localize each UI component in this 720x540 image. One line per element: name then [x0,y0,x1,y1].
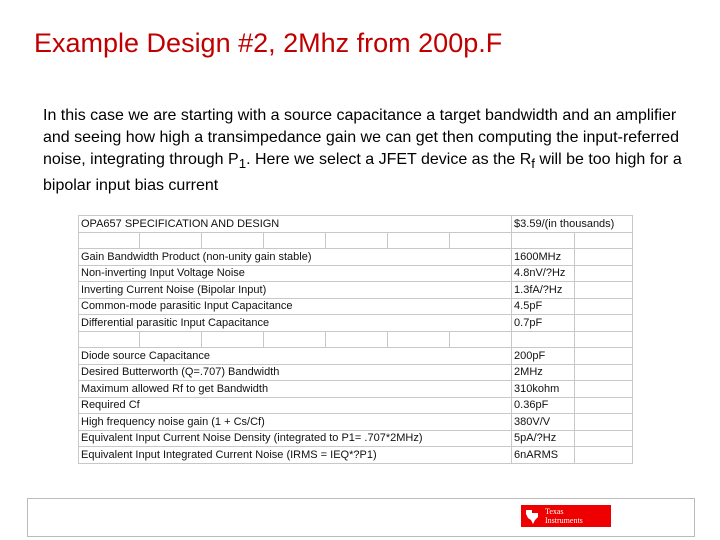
table-row [79,381,633,398]
empty-cell [575,381,633,398]
empty-row [79,331,633,348]
row-label: Differential parasitic Input Capacitance [79,315,512,332]
empty-cell [326,331,388,348]
empty-cell [388,331,450,348]
row-value: 1.3fA/?Hz [512,282,575,299]
empty-cell [575,348,633,365]
table-row [79,315,633,332]
intro-paragraph [43,105,683,197]
row-label: Maximum allowed Rf to get Bandwidth [79,381,512,398]
row-label: Common-mode parasitic Input Capacitance [79,298,512,315]
empty-cell [264,331,326,348]
empty-cell [79,232,140,249]
row-value: 4.8nV/?Hz [512,265,575,282]
empty-cell [575,430,633,447]
table-row [79,298,633,315]
table-row [79,430,633,447]
row-label: Inverting Current Noise (Bipolar Input) [79,282,512,299]
empty-cell [575,298,633,315]
empty-cell [575,331,633,348]
table-row [79,265,633,282]
empty-cell [450,331,512,348]
empty-cell [575,364,633,381]
row-label: High frequency noise gain (1 + Cs/Cf) [79,414,512,431]
row-value: 1600MHz [512,249,575,266]
row-label: Gain Bandwidth Product (non-unity gain stable) [79,249,512,266]
row-label: Diode source Capacitance [79,348,512,365]
row-value: 200pF [512,348,575,365]
row-label: Desired Butterworth (Q=.707) Bandwidth [79,364,512,381]
empty-cell [575,315,633,332]
intro-text: In this case we are starting with a source capacitance a target bandwidth and an amplifier and seeing how high a transimpedance gain we can get then computing the input-referred noise, integrating through P [43,107,679,168]
table-row [79,364,633,381]
intro-text-3: will be too high for a bipolar input bias current [43,151,682,195]
empty-cell [140,232,202,249]
spec-table [78,215,633,464]
row-value: 5pA/?Hz [512,430,575,447]
intro-text-2: . Here we select a JFET device as the R [246,151,532,168]
table-header-row [79,216,633,233]
rf-subscript: f [531,156,535,172]
ti-logo [521,505,611,527]
empty-cell [575,414,633,431]
row-value: 0.36pF [512,397,575,414]
empty-cell [450,232,512,249]
table-row [79,249,633,266]
table-row [79,447,633,464]
empty-cell [575,447,633,464]
empty-cell [575,232,633,249]
empty-cell [575,265,633,282]
row-label: OPA657 SPECIFICATION AND DESIGN [79,216,512,233]
logo-line2: Instruments [545,516,583,525]
empty-cell [575,397,633,414]
table-row [79,282,633,299]
row-value: 4.5pF [512,298,575,315]
row-value: 6nARMS [512,447,575,464]
empty-cell [512,232,575,249]
row-label: Equivalent Input Current Noise Density (integrated to P1= .707*2MHz) [79,430,512,447]
table-row [79,397,633,414]
empty-cell [140,331,202,348]
texas-state-icon [525,508,539,524]
empty-cell [575,249,633,266]
logo-line1: Texas [545,507,564,516]
row-value: 2MHz [512,364,575,381]
row-label: Required Cf [79,397,512,414]
empty-cell [79,331,140,348]
empty-cell [202,331,264,348]
row-value: 310kohm [512,381,575,398]
empty-cell [264,232,326,249]
row-value: 0.7pF [512,315,575,332]
row-value: $3.59/(in thousands) [512,216,633,233]
empty-row [79,232,633,249]
row-value: 380V/V [512,414,575,431]
table-row [79,348,633,365]
empty-cell [575,282,633,299]
slide-title: Example Design #2, 2Mhz from 200p.F [34,28,503,58]
p-subscript: 1 [238,156,247,172]
empty-cell [512,331,575,348]
empty-cell [326,232,388,249]
table-row [79,414,633,431]
empty-cell [388,232,450,249]
empty-cell [202,232,264,249]
row-label: Non-inverting Input Voltage Noise [79,265,512,282]
row-label: Equivalent Input Integrated Current Noise (IRMS = IEQ*?P1) [79,447,512,464]
